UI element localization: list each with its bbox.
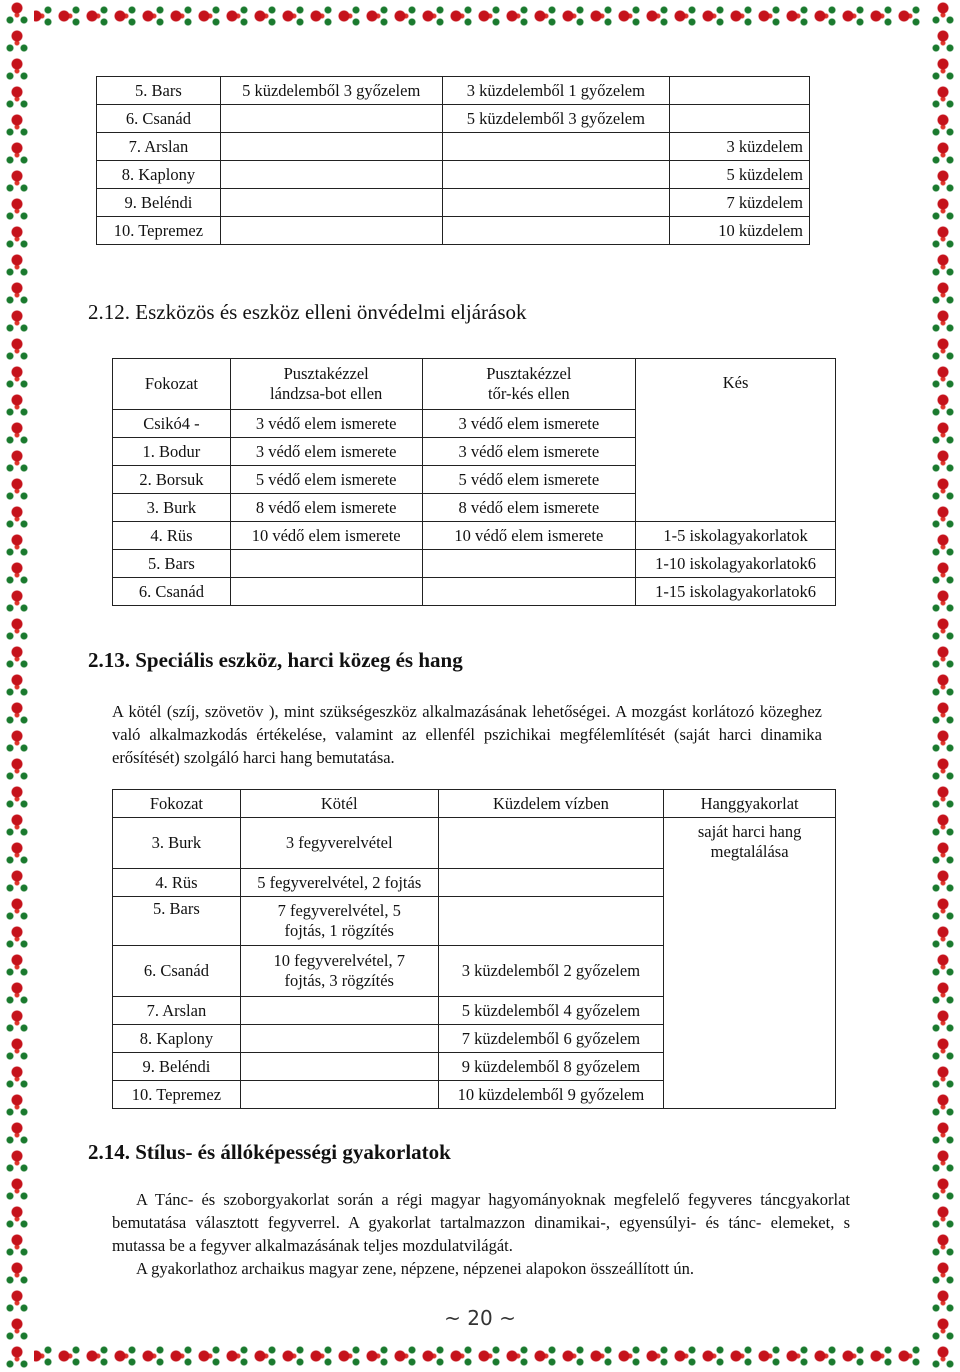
page-number: ~ 20 ~ <box>444 1306 516 1330</box>
table-special-tools <box>112 789 836 1109</box>
table-row: 8. Kaplony 5 küzdelem <box>97 161 810 189</box>
table-row: 10. Tepremez 10 küzdelem <box>97 217 810 245</box>
paragraph-2-14-b: A gyakorlathoz archaikus magyar zene, népzene, népzenei alapokon összeállított ún. <box>136 1259 695 1278</box>
table-header-row: Fokozat Kötél Küzdelem vízben Hanggyakorlat <box>113 790 836 818</box>
table-row: 3. Burk 8 védő elem ismerete 8 védő elem ismerete <box>113 494 836 522</box>
table-row: 5. Bars 7 fegyverelvétel, 5 fojtás, 1 rögzítés <box>113 897 836 946</box>
table-row: 6. Csanád 10 fegyverelvétel, 7 fojtás, 3 rögzítés 3 küzdelemből 2 győzelem <box>113 946 836 997</box>
table-row: 7. Arslan 3 küzdelem <box>97 133 810 161</box>
paragraph-2-13: A kötél (szíj, szövetöv ), mint szükségeszköz alkalmazásának lehetőségei. A mozgást korlátozó közeghez való alkalmazkodás értékelése, valamint az ellenfél pszichikai megfélemlítését (saját harci dinamika erősítését) szolgáló harci hang bemutatása. <box>112 702 822 767</box>
table-row: 9. Beléndi 7 küzdelem <box>97 189 810 217</box>
decorative-border-right <box>926 0 960 1372</box>
decorative-border-top <box>0 0 960 32</box>
table-row: 9. Beléndi 9 küzdelemből 8 győzelem <box>113 1053 836 1081</box>
table-row: 5. Bars 1-10 iskolagyakorlatok6 <box>113 550 836 578</box>
decorative-border-bottom <box>0 1340 960 1372</box>
table-row: 5. Bars 5 küzdelemből 3 győzelem 3 küzdelemből 1 győzelem <box>97 77 810 105</box>
table-row: 6. Csanád 5 küzdelemből 3 győzelem <box>97 105 810 133</box>
table-row: Csikó4 - 3 védő elem ismerete 3 védő elem ismerete <box>113 410 836 438</box>
paragraph-2-14-a: A Tánc- és szoborgyakorlat során a régi magyar hagyományoknak megfelelő fegyveres táncgyakorlat bemutatása választott fegyverrel. A gyakorlat tartalmazzon dinamikai-, egyensúlyi- és tánc- elemeket, s mutassa be a fegyver alkalmazásának teljes mozdulatvilágát. <box>112 1190 850 1255</box>
table-self-defense <box>112 358 836 606</box>
table-row: 7. Arslan 5 küzdelemből 4 győzelem <box>113 997 836 1025</box>
table-competition-continued <box>96 76 810 245</box>
table-row: 6. Csanád 1-15 iskolagyakorlatok6 <box>113 578 836 606</box>
table-row: 1. Bodur 3 védő elem ismerete 3 védő elem ismerete <box>113 438 836 466</box>
table-row: 10. Tepremez 10 küzdelemből 9 győzelem <box>113 1081 836 1109</box>
section-heading-2-12: 2.12. Eszközös és eszköz elleni önvédelmi eljárások <box>88 300 527 324</box>
table-row: 3. Burk 3 fegyverelvétel saját harci hang megtalálása <box>113 818 836 869</box>
decorative-border-left <box>0 0 34 1372</box>
table-row: 2. Borsuk 5 védő elem ismerete 5 védő elem ismerete <box>113 466 836 494</box>
section-heading-2-14: 2.14. Stílus- és állóképességi gyakorlatok <box>88 1140 451 1164</box>
table-row: 8. Kaplony 7 küzdelemből 6 győzelem <box>113 1025 836 1053</box>
table-row: 4. Rüs 5 fegyverelvétel, 2 fojtás <box>113 869 836 897</box>
section-heading-2-13: 2.13. Speciális eszköz, harci közeg és hang <box>88 648 463 672</box>
table-row: 4. Rüs 10 védő elem ismerete 10 védő elem ismerete 1-5 iskolagyakorlatok <box>113 522 836 550</box>
table-header-row: Fokozat Pusztakézzel lándzsa-bot ellen Pusztakézzel tőr-kés ellen Kés <box>113 359 836 410</box>
